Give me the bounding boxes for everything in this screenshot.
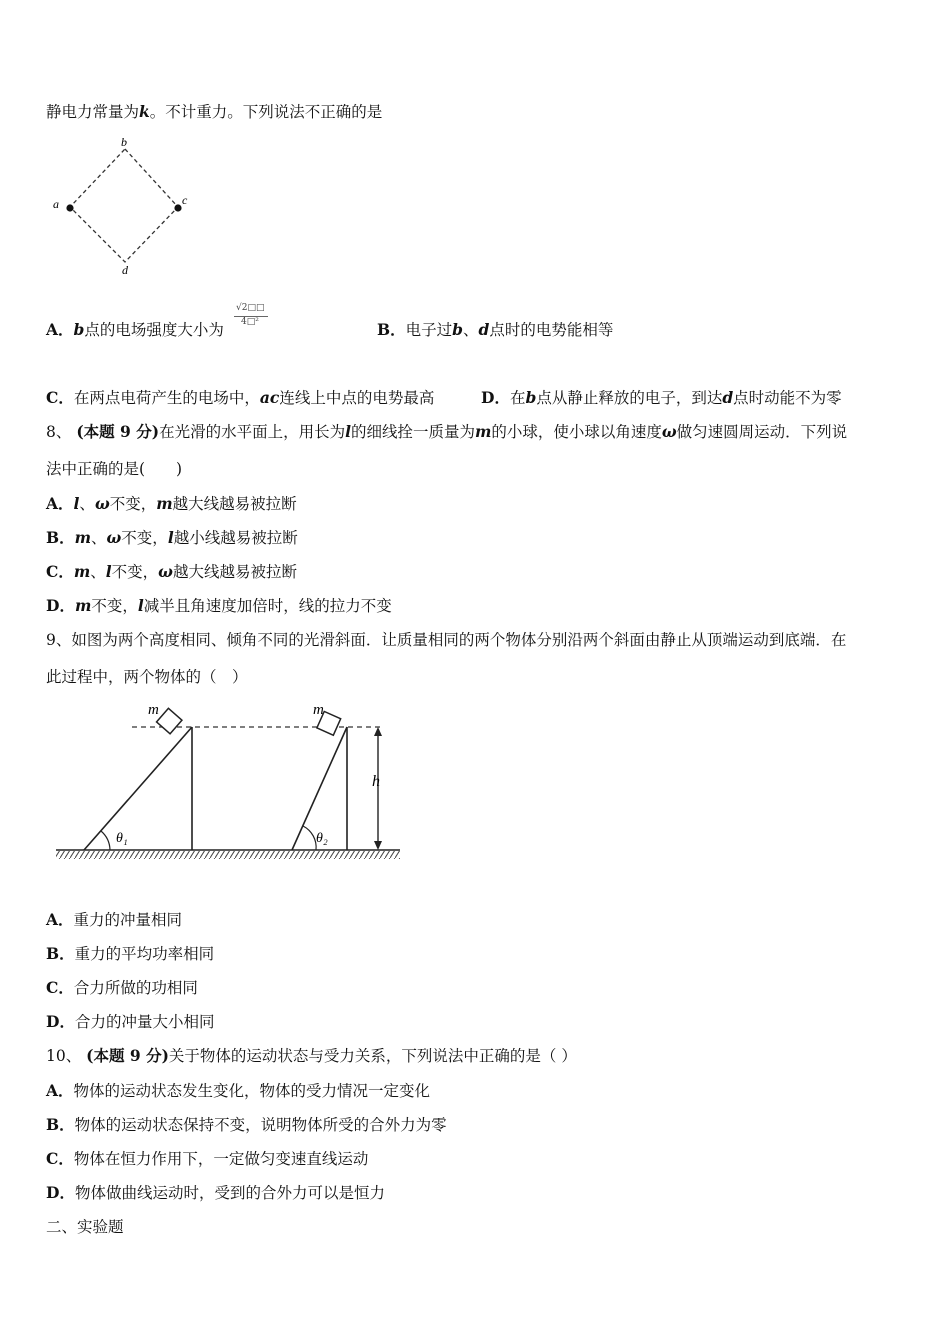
var: ω: [158, 562, 173, 581]
charge-c-dot: [174, 204, 181, 211]
fraction-denominator: 4□²: [241, 317, 259, 327]
option-text: 物体做曲线运动时，受到的合外力可以是恒力: [74, 1184, 385, 1202]
q10-option-c: [46, 1149, 368, 1169]
option-text: 不变，: [109, 495, 157, 513]
option-text: 不变，: [111, 563, 159, 581]
q7-option-a: [46, 320, 224, 340]
var: m: [73, 562, 91, 581]
option-text: 连线上中点的电势最高: [279, 389, 435, 407]
var-b: b: [73, 320, 85, 339]
option-letter: A．: [46, 320, 74, 339]
option-letter: D．: [46, 1183, 75, 1202]
var: m: [74, 528, 92, 547]
var-b: b: [452, 320, 463, 339]
label-m1: m: [148, 702, 159, 718]
option-text: 越小线越易被拉断: [173, 529, 298, 547]
q9-option-a: [46, 910, 182, 930]
label-theta2: θ₂: [316, 831, 328, 846]
stem-text: 的小球，使小球以角速度: [491, 423, 662, 441]
option-letter: D．: [46, 596, 75, 615]
option-text: 在: [509, 389, 526, 407]
q10-option-d: [46, 1183, 385, 1203]
option-text: 不变，: [121, 529, 168, 547]
q8-option-c: [46, 562, 297, 582]
var-omega: ω: [661, 422, 677, 441]
label-c: c: [182, 193, 188, 207]
option-letter: C．: [46, 978, 74, 997]
var-d: d: [478, 320, 490, 339]
stem-text: 做匀速圆周运动．下列说: [676, 423, 848, 441]
option-text: 点从静止释放的电子，到达: [536, 389, 723, 407]
option-letter: C．: [46, 562, 74, 581]
stem-text: 的细线拴一质量为: [350, 423, 475, 441]
var: l: [73, 494, 80, 513]
q9-option-d: [46, 1012, 214, 1032]
option-letter: D．: [481, 388, 510, 407]
option-letter: C．: [46, 388, 74, 407]
block-1: [157, 708, 182, 733]
var: l: [167, 528, 174, 547]
label-d: d: [122, 263, 128, 277]
var-k: k: [139, 102, 150, 121]
var: m: [74, 596, 92, 615]
q9-option-b: [46, 944, 214, 964]
option-text: 、: [90, 563, 106, 581]
ground-hatch: [56, 851, 400, 859]
option-text: 物体的运动状态保持不变，说明物体所受的合外力为零: [74, 1116, 447, 1134]
option-text: 不变，: [91, 597, 138, 615]
option-letter: A．: [46, 494, 74, 513]
arrow-head-top: [374, 727, 382, 736]
option-letter: B．: [46, 944, 75, 963]
q10-option-a: [46, 1081, 430, 1101]
option-text: 、: [79, 495, 95, 513]
section-title: 二、实验题: [46, 1218, 124, 1236]
q7-option-d: [481, 388, 842, 408]
option-text: 点的电场强度大小为: [84, 321, 224, 339]
question-number: 8、: [46, 423, 72, 441]
q8-stem-line2: 法中正确的是( ): [46, 460, 183, 478]
option-letter: B．: [46, 1115, 75, 1134]
var-b: b: [525, 388, 537, 407]
option-text: 合力所做的功相同: [73, 979, 198, 997]
q8-option-b: [46, 528, 298, 548]
fraction-numerator: √2□□: [236, 303, 265, 313]
var-l: l: [345, 422, 351, 441]
angle-arc-2: [303, 826, 316, 850]
label-a: a: [53, 197, 59, 211]
option-letter: A．: [46, 1081, 74, 1100]
var: ω: [94, 494, 110, 513]
q8-stem-line1: [46, 422, 847, 442]
var: l: [137, 596, 144, 615]
option-text: 合力的冲量大小相同: [74, 1013, 215, 1031]
var-m: m: [474, 422, 492, 441]
var-d: d: [722, 388, 734, 407]
incline-1-slope: [84, 727, 192, 850]
option-text: 物体的运动状态发生变化，物体的受力情况一定变化: [73, 1082, 431, 1100]
question-score: (本题 9 分): [76, 422, 160, 441]
figure-square-charges: [40, 132, 210, 280]
label-theta1: θ₁: [116, 831, 128, 846]
q7-option-b: [377, 320, 613, 340]
q10-stem: [46, 1046, 577, 1066]
option-text: 重力的冲量相同: [73, 911, 183, 929]
var: l: [105, 562, 112, 581]
dashed-square: [70, 149, 178, 262]
stem-text: 关于物体的运动状态与受力关系，下列说法中正确的是（ ）: [168, 1047, 577, 1065]
option-text: 点时的电势能相等: [489, 321, 614, 339]
label-h: h: [372, 773, 380, 790]
intro-text-2: 。不计重力。下列说法不正确的是: [149, 103, 383, 121]
option-text: 电子过: [405, 321, 453, 339]
question-score: (本题 9 分): [86, 1046, 169, 1065]
intro-line: [46, 102, 382, 122]
option-text: 越大线越易被拉断: [172, 563, 297, 581]
charge-a-dot: [66, 204, 73, 211]
option-letter: C．: [46, 1149, 74, 1168]
q10-option-b: [46, 1115, 447, 1135]
stem-text: 在光滑的水平面上，用长为: [159, 423, 346, 441]
option-letter: B．: [46, 528, 75, 547]
option-text: 、: [91, 529, 107, 547]
var: ω: [106, 528, 122, 547]
q9-option-c: [46, 978, 198, 998]
option-text: 减半且角速度加倍时，线的拉力不变: [143, 597, 392, 615]
q8-option-d: [46, 596, 392, 616]
var: m: [156, 494, 173, 513]
option-letter: A．: [46, 910, 74, 929]
option-text: 重力的平均功率相同: [74, 945, 215, 963]
q9-stem-line2: 此过程中，两个物体的（ ）: [46, 668, 248, 686]
label-b: b: [121, 135, 127, 149]
q8-option-a: [46, 494, 297, 514]
option-letter: B．: [377, 320, 406, 339]
option-text: 物体在恒力作用下，一定做匀变速直线运动: [73, 1150, 369, 1168]
option-text: 在两点电荷产生的电场中，: [73, 389, 260, 407]
arrow-head-bottom: [374, 841, 382, 850]
q9-stem-line1: 9、如图为两个高度相同、倾角不同的光滑斜面．让质量相同的两个物体分别沿两个斜面由静止从顶端运动到底端．在: [46, 631, 847, 649]
question-number: 10、: [46, 1047, 82, 1065]
option-letter: D．: [46, 1012, 75, 1031]
label-m2: m: [313, 702, 324, 718]
option-text: 点时动能不为零: [733, 389, 842, 407]
intro-text: 静电力常量为: [46, 103, 140, 121]
option-text: 、: [462, 321, 479, 339]
q7-option-c: [46, 388, 434, 408]
option-text: 越大线越易被拉断: [172, 495, 297, 513]
figure-inclines: [50, 698, 410, 870]
angle-arc-1: [101, 831, 110, 850]
var-ac: ac: [259, 388, 280, 407]
